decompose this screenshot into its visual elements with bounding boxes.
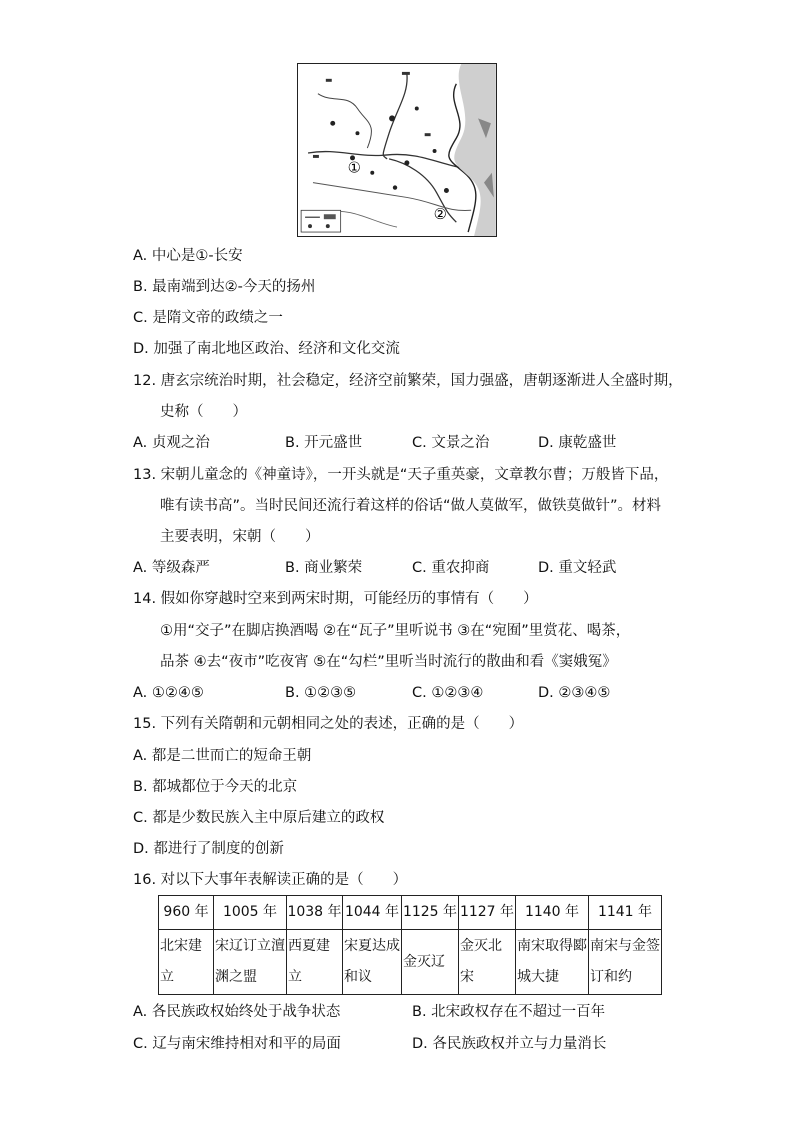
event-cell: 西夏建立 xyxy=(288,938,330,985)
map-label-1: ① xyxy=(347,159,361,177)
year-cell: 960 年 xyxy=(159,896,214,930)
year-cell: 1044 年 xyxy=(343,896,402,930)
q16-stem: 16. 对以下大事年表解读正确的是（ ） xyxy=(133,872,408,888)
event-cell: 金灭辽 xyxy=(403,953,445,970)
event-cell: 南宋与金签订和约 xyxy=(590,938,660,985)
q15-option-c: C. 都是少数民族入主中原后建立的政权 xyxy=(133,810,385,826)
year-cell: 1005 年 xyxy=(214,896,287,930)
events-table-event-row xyxy=(159,930,662,995)
q13-option-d: D. 重文轻武 xyxy=(538,560,617,576)
events-table xyxy=(158,895,662,995)
q15-option-b: B. 都城都位于今天的北京 xyxy=(133,779,298,795)
q11-option-b: B. 最南端到达②-今天的扬州 xyxy=(133,279,316,295)
event-cell: 南宋取得郾城大捷 xyxy=(517,938,587,985)
q13-stem-line1: 13. 宋朝儿童念的《神童诗》，一开头就是“天子重英豪，文章教尔曹；万般皆下品， xyxy=(133,467,669,483)
q15-option-a: A. 都是二世而亡的短命王朝 xyxy=(133,748,312,764)
q16-option-d: D. 各民族政权并立与力量消长 xyxy=(412,1036,607,1052)
q11-option-a: A. 中心是①-长安 xyxy=(133,248,243,264)
event-cell: 金灭北宋 xyxy=(460,938,502,985)
year-cell: 1125 年 xyxy=(402,896,459,930)
q12-option-d: D. 康乾盛世 xyxy=(538,435,617,451)
event-cell: 宋辽订立澶渊之盟 xyxy=(215,938,285,985)
year-cell: 1038 年 xyxy=(287,896,343,930)
year-cell: 1141 年 xyxy=(589,896,662,930)
events-table-year-row xyxy=(159,896,662,930)
q14-stem-line3: 品茶 ④去“夜市”吃夜宵 ⑤在“勾栏”里听当时流行的散曲和看《窦娥冤》 xyxy=(160,654,617,670)
q14-option-c: C. ①②③④ xyxy=(412,685,484,701)
q12-option-b: B. 开元盛世 xyxy=(285,435,363,451)
q16-option-b: B. 北宋政权存在不超过一百年 xyxy=(412,1004,606,1020)
q13-stem-line2: 唯有读书高”。当时民间还流行着这样的俗话“做人莫做军，做铁莫做针”。材料 xyxy=(160,498,662,514)
q15-option-d: D. 都进行了制度的创新 xyxy=(133,841,284,857)
q14-option-b: B. ①②③⑤ xyxy=(285,685,357,701)
q12-stem-line1: 12. 唐玄宗统治时期，社会稳定，经济空前繁荣，国力强盛，唐朝逐渐进人全盛时期， xyxy=(133,373,683,389)
q14-option-d: D. ②③④⑤ xyxy=(538,685,611,701)
q13-option-b: B. 商业繁荣 xyxy=(285,560,363,576)
map-label-2: ② xyxy=(433,206,447,224)
q14-option-a: A. ①②④⑤ xyxy=(133,685,204,701)
q15-stem: 15. 下列有关隋朝和元朝相同之处的表述，正确的是（ ） xyxy=(133,716,524,732)
event-cell: 宋夏达成和议 xyxy=(344,938,400,985)
q16-option-c: C. 辽与南宋维持相对和平的局面 xyxy=(133,1036,341,1052)
q12-stem-line2: 史称（ ） xyxy=(160,404,247,420)
q11-option-c: C. 是隋文帝的政绩之一 xyxy=(133,310,283,326)
q14-stem-line1: 14. 假如你穿越时空来到两宋时期，可能经历的事情有（ ） xyxy=(133,591,538,607)
q13-stem-line3: 主要表明，宋朝（ ） xyxy=(160,529,320,545)
canal-map-drawing xyxy=(298,64,496,236)
q14-stem-line2: ①用“交子”在脚店换酒喝 ②在“瓦子”里听说书 ③在“宛囿”里赏花、喝茶， xyxy=(160,623,631,639)
q13-option-a: A. 等级森严 xyxy=(133,560,210,576)
canal-map xyxy=(297,63,497,237)
q12-option-c: C. 文景之治 xyxy=(412,435,490,451)
q16-option-a: A. 各民族政权始终处于战争状态 xyxy=(133,1004,341,1020)
event-cell: 北宋建立 xyxy=(160,938,202,985)
year-cell: 1127 年 xyxy=(459,896,516,930)
year-cell: 1140 年 xyxy=(516,896,589,930)
q13-option-c: C. 重农抑商 xyxy=(412,560,490,576)
q11-option-d: D. 加强了南北地区政治、经济和文化交流 xyxy=(133,341,400,357)
q12-option-a: A. 贞观之治 xyxy=(133,435,210,451)
